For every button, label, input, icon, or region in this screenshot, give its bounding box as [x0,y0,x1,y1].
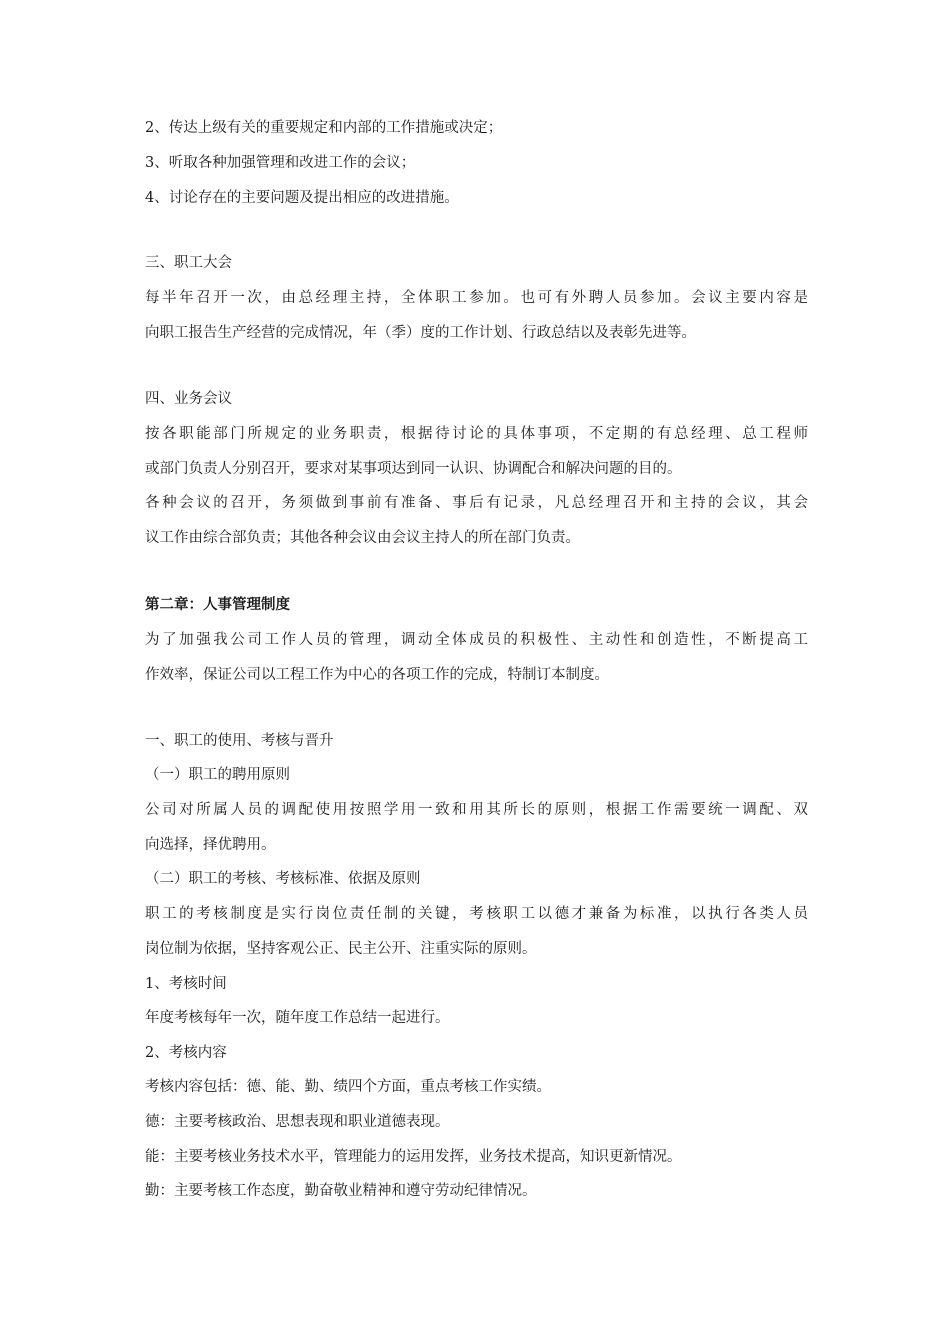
paragraph-line: 每半年召开一次，由总经理主持，全体职工参加。也可有外聘人员参加。会议主要内容是 [145,290,808,306]
subsection-heading: （一）职工的聘用原则 [145,767,290,783]
section-heading: 三、职工大会 [145,255,232,271]
list-item: 2、传达上级有关的重要规定和内部的工作措施或决定； [145,120,503,136]
paragraph-line: 德：主要考核政治、思想表现和职业道德表现。 [145,1114,450,1130]
list-item: 4、讨论存在的主要问题及提出相应的改进措施。 [145,190,459,206]
paragraph-line: 职工的考核制度是实行岗位责任制的关键，考核职工以德才兼备为标准，以执行各类人员 [145,906,808,922]
paragraph-line: 能：主要考核业务技术水平，管理能力的运用发挥，业务技术提高，知识更新情况。 [145,1149,682,1165]
paragraph-line: 作效率，保证公司以工程工作为中心的各项工作的完成，特制订本制度。 [145,667,609,683]
section-heading: 一、职工的使用、考核与晋升 [145,733,334,749]
paragraph-line: 向选择，择优聘用。 [145,837,276,853]
list-item: 2、考核内容 [145,1045,227,1061]
paragraph-line: 议工作由综合部负责；其他各种会议由会议主持人的所在部门负责。 [145,530,580,546]
paragraph-line: 岗位制为依据，坚持客观公正、民主公开、注重实际的原则。 [145,941,537,957]
list-item: 3、听取各种加强管理和改进工作的会议； [145,155,416,171]
paragraph-line: 向职工报告生产经营的完成情况，年（季）度的工作计划、行政总结以及表彰先进等。 [145,325,696,341]
chapter-title: 第二章：人事管理制度 [145,596,290,613]
paragraph-line: 按各职能部门所规定的业务职责，根据待讨论的具体事项，不定期的有总经理、总工程师 [145,426,808,442]
paragraph-line: 年度考核每年一次，随年度工作总结一起进行。 [145,1010,450,1026]
paragraph-line: 勤：主要考核工作态度，勤奋敬业精神和遵守劳动纪律情况。 [145,1183,537,1199]
paragraph-line: 各种会议的召开，务须做到事前有准备、事后有记录，凡总经理召开和主持的会议，其会 [145,495,808,511]
paragraph-line: 或部门负责人分别召开，要求对某事项达到同一认识、协调配合和解决问题的目的。 [145,461,682,477]
paragraph-line: 公司对所属人员的调配使用按照学用一致和用其所长的原则，根据工作需要统一调配、双 [145,802,808,818]
list-item: 1、考核时间 [145,976,227,992]
section-heading: 四、业务会议 [145,391,232,407]
paragraph-line: 考核内容包括：德、能、勤、绩四个方面，重点考核工作实绩。 [145,1079,551,1095]
paragraph-line: 为了加强我公司工作人员的管理，调动全体成员的积极性、主动性和创造性，不断提高工 [145,632,808,648]
subsection-heading: （二）职工的考核、考核标准、依据及原则 [145,871,421,887]
